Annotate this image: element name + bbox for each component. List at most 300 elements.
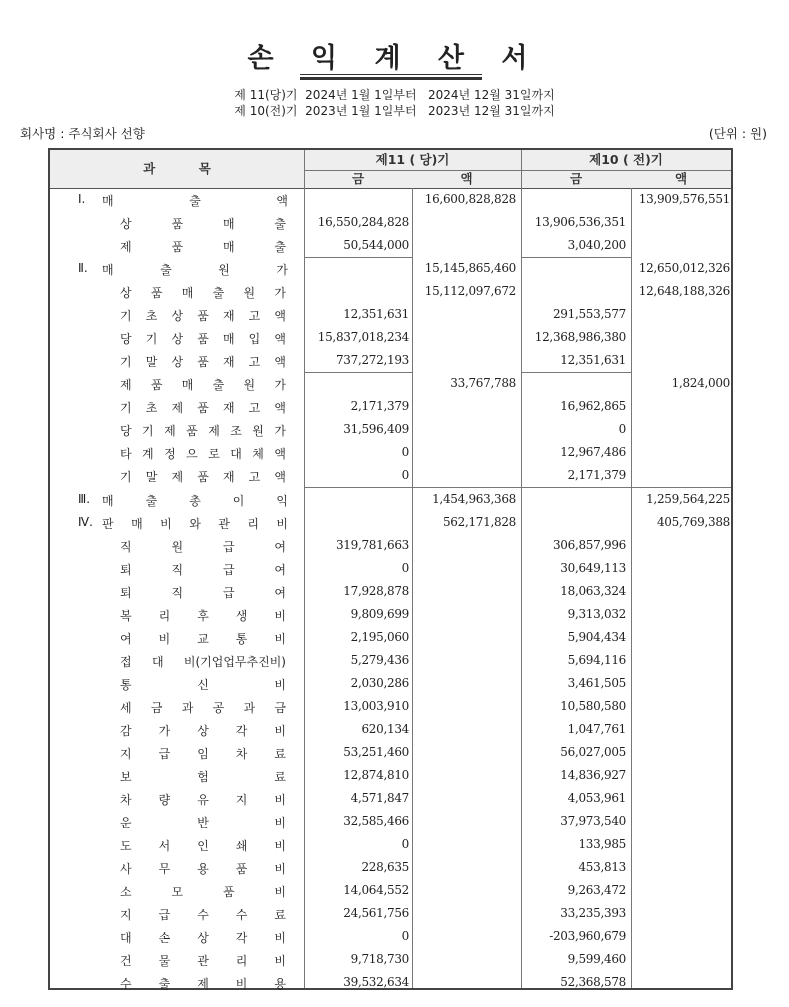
row-subject: [120, 745, 286, 762]
subject-char: 비: [274, 723, 286, 738]
subject-char: 급: [158, 746, 171, 761]
header-divider: [304, 170, 731, 171]
table-row: [50, 949, 731, 972]
subject-char: 출: [274, 217, 286, 232]
amount-c3: 3,040,200: [567, 238, 626, 253]
subject-char: 운: [120, 816, 132, 831]
row-subject: [120, 584, 286, 601]
subject-char: 세: [120, 700, 132, 715]
table-row: [50, 512, 731, 535]
table-row: [50, 212, 731, 235]
subject-char: 품: [197, 470, 209, 485]
subject-char: 매: [131, 516, 143, 531]
subject-char: 가: [274, 424, 286, 439]
subject-char: 도: [120, 839, 132, 854]
row-subject: [120, 445, 286, 462]
amount-c4: 12,648,188,326: [638, 284, 730, 299]
table-row: [50, 489, 731, 512]
table-row: [50, 442, 731, 465]
subject-char: 제: [120, 240, 132, 255]
unit-label: (단위 : 원): [708, 126, 767, 141]
amount-c1: 12,874,810: [343, 768, 409, 782]
subject-char: 매: [181, 378, 194, 393]
amount-c3: 16,962,865: [560, 399, 626, 414]
subject-char: 액: [276, 194, 288, 208]
subject-char: 총: [189, 493, 201, 508]
subject-char: 이: [232, 493, 245, 508]
subject-char: 건: [120, 954, 132, 969]
subject-char: 기: [120, 470, 132, 485]
subject-char: 여: [120, 631, 132, 646]
table-row: [50, 281, 731, 304]
subject-char: 조: [230, 424, 242, 439]
table-row: [50, 857, 731, 880]
subject-char: 금: [150, 700, 163, 715]
amount-c3: 1,047,761: [567, 721, 626, 736]
subject-char: 비: [274, 839, 286, 854]
subject-char: 각: [235, 931, 248, 946]
subject-char: 출: [160, 263, 172, 278]
subject-char: 제: [171, 470, 184, 485]
amount-c3: 12,368,986,380: [534, 330, 626, 345]
subject-char: 가: [276, 263, 288, 278]
header-subject: [50, 150, 304, 188]
subject-char: 통: [120, 677, 132, 692]
subject-char: 기: [120, 401, 132, 416]
subject-char: 지: [120, 908, 132, 923]
subject-char: 매: [102, 263, 114, 278]
row-subject: [120, 630, 286, 647]
subject-char: 액: [274, 309, 286, 324]
subject-char: 비: [160, 516, 172, 531]
amount-c3: 37,973,540: [560, 814, 626, 829]
subject-char: 제: [120, 378, 132, 393]
amount-c1: 5,279,436: [350, 652, 409, 667]
header-amount-right-label: 액: [460, 171, 473, 186]
subject-char: 여: [274, 539, 286, 554]
subject-char: 료: [274, 746, 286, 761]
subject-char: 손: [158, 931, 171, 946]
row-subject: [120, 929, 286, 946]
header-prior-amount-left: [521, 170, 631, 188]
subject-char: 액: [274, 470, 286, 485]
subject-char: 비: [276, 516, 288, 531]
subject-char: 기: [145, 332, 158, 347]
subject-char: 쇄: [235, 839, 248, 854]
amount-c1: 4,571,847: [350, 791, 409, 806]
subject-char: 비: [235, 977, 248, 992]
period-start: 2023년 1월 1일부터: [305, 104, 417, 118]
row-subject: [120, 699, 286, 716]
amount-c1: 2,030,286: [350, 675, 409, 690]
subject-char: 액: [274, 355, 286, 370]
amount-c1: 31,596,409: [343, 422, 409, 437]
amount-c1: 620,134: [361, 721, 409, 736]
subject-char: 급: [222, 539, 235, 554]
amount-c2: 15,112,097,672: [424, 284, 516, 299]
subject-char: 량: [158, 793, 171, 808]
subject-char: 제: [164, 424, 176, 439]
amount-c2: 33,767,788: [450, 376, 516, 391]
amount-c1: 53,251,460: [343, 744, 409, 759]
subject-char: 교: [197, 631, 209, 646]
subject-char: 비: [274, 954, 286, 969]
subject-char: 비(기업업무추진비): [183, 654, 286, 669]
subject-char: 퇴: [120, 562, 132, 577]
amount-c1: 0: [401, 468, 409, 483]
amount-c3: 306,857,996: [552, 537, 626, 552]
amount-c3: 291,553,577: [552, 307, 626, 322]
subject-char: 초: [145, 309, 158, 324]
header-amount-left-label: 금: [569, 171, 583, 186]
subject-char: 수: [235, 908, 248, 923]
subject-char: 기: [120, 309, 132, 324]
subject-char: 재: [222, 355, 235, 370]
subject-char: 신: [197, 677, 209, 692]
subject-char: 료: [274, 770, 286, 784]
subject-char: 사: [120, 862, 132, 877]
subject-char: 수: [120, 977, 132, 992]
row-subject: [120, 238, 286, 255]
subject-char: 와: [189, 516, 201, 531]
subject-char: 직: [120, 539, 132, 554]
table-row: [50, 926, 731, 949]
subject-char: 익: [276, 493, 288, 508]
document-title: 손 익 계 산 서: [247, 43, 542, 74]
subject-char: 무: [158, 862, 171, 877]
subject-char: 품: [171, 217, 184, 232]
table-row: [50, 880, 731, 903]
subject-char: 유: [197, 793, 209, 808]
table-row: [50, 834, 731, 857]
subject-char: 관: [197, 954, 209, 969]
table-row: [50, 972, 731, 995]
subject-char: 액: [274, 401, 286, 416]
subject-char: 각: [235, 723, 248, 738]
subject-char: 리: [158, 608, 171, 623]
amount-c2: 562,171,828: [442, 514, 516, 529]
period-current: [0, 86, 789, 103]
subject-char: 품: [150, 286, 163, 301]
amount-c1: 9,809,699: [350, 606, 409, 621]
subject-char: 기: [120, 355, 132, 370]
row-subject: [120, 284, 286, 301]
subject-char: 고: [248, 309, 261, 324]
period-label: 제 10(전)기: [234, 104, 298, 118]
subject-char: 반: [197, 816, 209, 831]
subject-char: 계: [142, 447, 154, 462]
subject-char: 대: [120, 931, 132, 946]
period-end: 2024년 12월 31일까지: [428, 88, 555, 102]
row-subject: [102, 515, 288, 532]
header-amount-left-label: 금: [351, 171, 365, 186]
row-subject: [120, 722, 286, 739]
row-subject: [120, 814, 286, 831]
subject-char: 정: [164, 447, 176, 462]
period-end: 2023년 12월 31일까지: [428, 104, 555, 118]
amount-c3: 56,027,005: [560, 744, 626, 759]
subject-char: 출: [145, 493, 158, 508]
subject-char: 물: [158, 954, 171, 969]
amount-c1: 50,544,000: [343, 238, 409, 253]
header-prior-amount-right: [631, 170, 731, 188]
subject-char: 임: [197, 746, 209, 761]
subject-char: 출: [212, 286, 225, 301]
amount-c1: 17,928,878: [343, 583, 409, 598]
subject-char: 원: [218, 263, 230, 278]
table-row: [50, 235, 731, 258]
subject-char: 당: [120, 424, 132, 439]
table-row: [50, 396, 731, 419]
row-subject: [120, 330, 286, 347]
amount-c2: 16,600,828,828: [424, 192, 516, 206]
row-subject: [120, 883, 286, 900]
subject-char: 차: [235, 746, 248, 761]
subject-char: 생: [235, 608, 248, 623]
subject-char: 원: [171, 539, 184, 554]
row-subject: [120, 906, 286, 923]
row-subject: [102, 492, 288, 509]
row-subject: [120, 215, 286, 232]
amount-c3: 13,906,536,351: [534, 215, 626, 230]
subject-char: 말: [145, 470, 158, 485]
row-subject: [120, 860, 286, 877]
amount-c3: 3,461,505: [567, 675, 626, 690]
amount-c1: 228,635: [361, 860, 409, 875]
amount-c3: 18,063,324: [560, 583, 626, 598]
subject-char: 재: [222, 309, 235, 324]
amount-c4: 13,909,576,551: [638, 192, 730, 206]
amount-c3: 10,580,580: [560, 698, 626, 713]
subject-char: 품: [222, 885, 235, 900]
table-row: [50, 650, 731, 673]
subject-char: 출: [158, 977, 171, 992]
table-row: [50, 581, 731, 604]
subject-char: 용: [274, 977, 286, 992]
subject-char: 제: [171, 401, 184, 416]
subject-char: 퇴: [120, 585, 132, 600]
amount-c3: -203,960,679: [549, 929, 626, 944]
table-row: [50, 604, 731, 627]
subject-char: 매: [181, 286, 194, 301]
amount-c3: 133,985: [578, 837, 626, 852]
subject-char: 차: [120, 793, 132, 808]
subject-char: 비: [274, 608, 286, 623]
row-subject: [120, 952, 286, 969]
subject-char: 급: [158, 908, 171, 923]
table-row: [50, 535, 731, 558]
subject-char: 서: [158, 839, 171, 854]
row-subject: [120, 837, 286, 854]
subject-char: 매: [102, 194, 114, 208]
row-subject: [120, 676, 286, 693]
amount-c1: 15,837,018,234: [317, 330, 409, 345]
subject-char: 매: [222, 217, 235, 232]
section-number: Ⅲ.: [78, 491, 91, 506]
amount-c1: 737,272,193: [335, 353, 409, 368]
table-row: [50, 719, 731, 742]
subject-char: 험: [197, 770, 209, 784]
subject-char: 용: [197, 862, 209, 877]
subject-char: 원: [243, 378, 256, 393]
subject-char: 품: [197, 401, 209, 416]
amount-c3: 9,313,032: [567, 606, 626, 621]
amount-c1: 2,195,060: [350, 629, 409, 644]
amount-c2: 1,454,963,368: [432, 491, 516, 506]
row-subject: [120, 975, 286, 992]
subject-char: 대: [230, 447, 242, 462]
subject-char: 직: [171, 585, 184, 600]
row-subject: [120, 376, 286, 393]
amount-c3: 12,351,631: [560, 353, 626, 368]
subject-char: 액: [274, 332, 286, 347]
subject-char: 관: [218, 516, 230, 531]
subject-char: 말: [145, 355, 158, 370]
amount-c3: 14,836,927: [560, 768, 626, 782]
subject-char: 공: [212, 700, 225, 715]
subject-char: 소: [120, 885, 132, 900]
subject-char: 고: [248, 470, 261, 485]
subject-char: 보: [120, 770, 132, 784]
subject-char: 비: [274, 816, 286, 831]
subject-char: 가: [158, 723, 171, 738]
amount-c1: 14,064,552: [343, 883, 409, 898]
section-number: Ⅰ.: [78, 192, 86, 206]
amount-c1: 0: [401, 445, 409, 460]
subject-char: 비: [274, 885, 286, 900]
amount-c3: 5,904,434: [567, 629, 626, 644]
table-row: [50, 304, 731, 327]
subject-char: 상: [120, 217, 132, 232]
subject-char: 여: [274, 585, 286, 600]
subject-char: 출: [189, 194, 201, 208]
subject-char: 상: [197, 723, 209, 738]
row-subject: [120, 307, 286, 324]
table-row: [50, 189, 731, 212]
subject-char: 후: [197, 608, 209, 623]
subject-char: 과: [181, 700, 194, 715]
subject-char: 제: [208, 424, 220, 439]
table-row: [50, 811, 731, 834]
subject-char: 모: [171, 885, 184, 900]
row-subject: [120, 791, 286, 808]
subject-char: 고: [248, 355, 261, 370]
subject-char: 제: [197, 977, 209, 992]
header-subject-label: 과 목: [143, 161, 211, 176]
subject-char: 급: [222, 585, 235, 600]
subject-char: 으: [186, 447, 198, 462]
subject-char: 금: [274, 700, 286, 715]
amount-c1: 12,351,631: [343, 307, 409, 322]
subject-char: 리: [247, 516, 259, 531]
header-current-amount-right: [412, 170, 521, 188]
section-number: Ⅱ.: [78, 261, 88, 276]
period-start: 2024년 1월 1일부터: [305, 88, 417, 102]
subject-char: 료: [274, 908, 286, 923]
subject-char: 과: [243, 700, 256, 715]
subject-char: 접: [120, 654, 132, 669]
subject-char: 재: [222, 470, 235, 485]
header-current-amount-left: [304, 170, 412, 188]
amount-c2: 15,145,865,460: [424, 261, 516, 276]
row-subject: [120, 607, 286, 624]
table-row: [50, 788, 731, 811]
subject-char: 상: [171, 309, 184, 324]
amount-c1: 0: [401, 837, 409, 852]
table-row: [50, 258, 731, 281]
subject-char: 매: [222, 240, 235, 255]
subject-char: 입: [248, 332, 261, 347]
period-label: 제 11(당)기: [234, 88, 298, 102]
subject-char: 상: [197, 931, 209, 946]
subject-char: 여: [274, 562, 286, 577]
subject-char: 품: [171, 240, 184, 255]
subject-char: 감: [120, 723, 132, 738]
subject-char: 고: [248, 401, 261, 416]
amount-c3: 5,694,116: [567, 652, 626, 667]
row-subject: [102, 192, 288, 209]
amount-c1: 2,171,379: [350, 399, 409, 414]
amount-c1: 16,550,284,828: [317, 215, 409, 230]
subject-char: 수: [197, 908, 209, 923]
table-row: [50, 350, 731, 373]
row-subject: [120, 538, 286, 555]
subject-char: 리: [235, 954, 248, 969]
subject-char: 재: [222, 401, 235, 416]
subject-char: 품: [197, 332, 209, 347]
subject-char: 체: [252, 447, 264, 462]
amount-c3: 2,171,379: [567, 468, 626, 483]
subject-char: 품: [235, 862, 248, 877]
subject-char: 비: [274, 862, 286, 877]
subject-char: 지: [120, 746, 132, 761]
amount-c3: 9,599,460: [567, 952, 626, 967]
table-row: [50, 373, 731, 396]
table-row: [50, 327, 731, 350]
subject-char: 지: [235, 793, 248, 808]
subject-char: 통: [235, 631, 248, 646]
subject-char: 당: [120, 332, 132, 347]
row-subject: [120, 399, 286, 416]
income-statement-table: [48, 148, 733, 990]
row-subject: [120, 468, 286, 485]
header-current-period-label: 제11 ( 당)기: [375, 152, 450, 167]
subject-char: 비: [274, 677, 286, 692]
subject-char: 품: [186, 424, 198, 439]
subject-char: 초: [145, 401, 158, 416]
amount-c4: 1,259,564,225: [646, 491, 730, 506]
period-prior: [0, 102, 789, 119]
table-row: [50, 558, 731, 581]
amount-c3: 0: [618, 422, 626, 437]
amount-c3: 12,967,486: [560, 445, 626, 460]
amount-c4: 405,769,388: [656, 514, 730, 529]
subject-char: 품: [197, 355, 209, 370]
amount-c1: 39,532,634: [343, 975, 409, 990]
amount-c3: 30,649,113: [560, 560, 626, 575]
amount-c4: 1,824,000: [671, 376, 730, 391]
amount-c1: 13,003,910: [343, 698, 409, 713]
subject-char: 비: [274, 931, 286, 946]
subject-char: 가: [274, 286, 286, 301]
amount-c3: 453,813: [578, 860, 626, 875]
amount-c4: 12,650,012,326: [638, 261, 730, 276]
subject-char: 상: [171, 332, 184, 347]
amount-c1: 32,585,466: [343, 814, 409, 829]
amount-c1: 24,561,756: [343, 906, 409, 921]
company-name: 회사명 : 주식회사 선향: [20, 126, 145, 141]
title-underline-thick: [300, 77, 482, 80]
